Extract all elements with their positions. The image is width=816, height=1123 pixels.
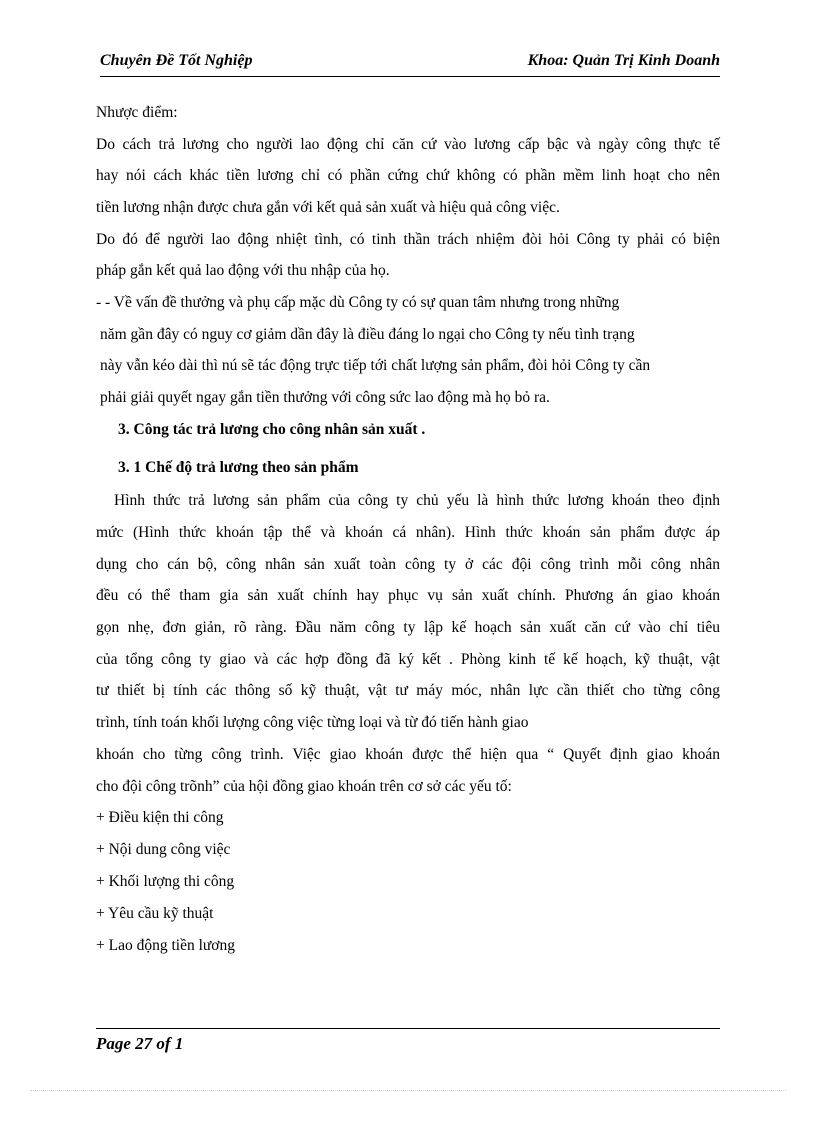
paragraph-line: + Yêu cầu kỹ thuật: [96, 905, 214, 922]
section-heading: 3. Công tác trả lương cho công nhân sản xuất .: [118, 421, 426, 438]
paragraph-line: mức (Hình thức khoán tập thể và khoán cá nhân). Hình thức khoán sản phẩm được áp: [96, 524, 720, 541]
header-right-title: Khoa: Quản Trị Kinh Doanh: [527, 52, 720, 69]
paragraph-line: + Điều kiện thi công: [96, 809, 224, 826]
paragraph-line: cho đội công trõnh” của hội đồng giao khoán trên cơ sở các yếu tố:: [96, 778, 512, 795]
header-left-title: Chuyên Đề Tốt Nghiệp: [100, 52, 253, 69]
paragraph-line: trình, tính toán khối lượng công việc từng loại và từ đó tiến hành giao: [96, 714, 529, 731]
paragraph-line: tiền lương nhận được chưa gắn với kết quả sản xuất và hiệu quả công việc.: [96, 199, 560, 216]
paragraph-line: + Lao động tiền lương: [96, 937, 235, 954]
paragraph-line: + Nội dung công việc: [96, 841, 231, 858]
paragraph-line: gọn nhẹ, đơn giản, rõ ràng. Đầu năm công ty lập kế hoạch sản xuất căn cứ vào chỉ tiêu: [96, 619, 720, 636]
page-header: [100, 50, 720, 77]
paragraph-line: đều có thể tham gia sản xuất chính hay phục vụ sản xuất chính. Phương án giao khoán: [96, 587, 720, 604]
paragraph-line: - - Về vấn đề thưởng và phụ cấp mặc dù Công ty có sự quan tâm nhưng trong những: [96, 294, 620, 311]
page-bottom-border: [30, 1090, 786, 1091]
paragraph-line: + Khối lượng thi công: [96, 873, 235, 890]
paragraph-line: hay nói cách khác tiền lương chỉ có phần cứng chứ không có phần mềm linh hoạt cho nên: [96, 167, 720, 184]
paragraph-line: dụng cho cán bộ, công nhân sản xuất toàn công ty ở các đội công trình mỗi công nhân: [96, 556, 720, 573]
section-heading: 3. 1 Chế độ trả lương theo sản phẩm: [118, 459, 359, 476]
paragraph-line: Do cách trả lương cho người lao động chỉ căn cứ vào lương cấp bậc và ngày công thực tế: [96, 136, 720, 153]
paragraph-line: này vẫn kéo dài thì nú sẽ tác động trực tiếp tới chất lượng sản phẩm, đòi hỏi Công ty cần: [100, 357, 651, 374]
paragraph-line: năm gần đây có nguy cơ giảm dần đây là điều đáng lo ngại cho Công ty nếu tình trạng: [100, 326, 635, 343]
page-footer: Page 27 of 1: [96, 1034, 184, 1053]
footer-rule: [96, 1028, 720, 1029]
paragraph-line: Do đó để người lao động nhiệt tình, có tinh thần trách nhiệm đòi hỏi Công ty phải có biện: [96, 231, 720, 248]
paragraph-line: phải giải quyết ngay gắn tiền thưởng với công sức lao động mà họ bỏ ra.: [100, 389, 550, 406]
paragraph-line: của tổng công ty giao và các hợp đồng đã ký kết . Phòng kinh tế kế hoạch, kỹ thuật, vật: [96, 651, 720, 668]
paragraph-line: khoán cho từng công trình. Việc giao khoán được thể hiện qua “ Quyết định giao khoán: [96, 746, 720, 763]
paragraph-line: Nhược điểm:: [96, 104, 178, 121]
paragraph-line: tư thiết bị tính các thông số kỹ thuật, vật tư máy móc, nhân lực cần thiết cho từng công: [96, 682, 720, 699]
paragraph-line: pháp gắn kết quả lao động với thu nhập của họ.: [96, 262, 390, 279]
paragraph-line: Hình thức trả lương sản phẩm của công ty chủ yếu là hình thức lương khoán theo định: [114, 492, 720, 509]
